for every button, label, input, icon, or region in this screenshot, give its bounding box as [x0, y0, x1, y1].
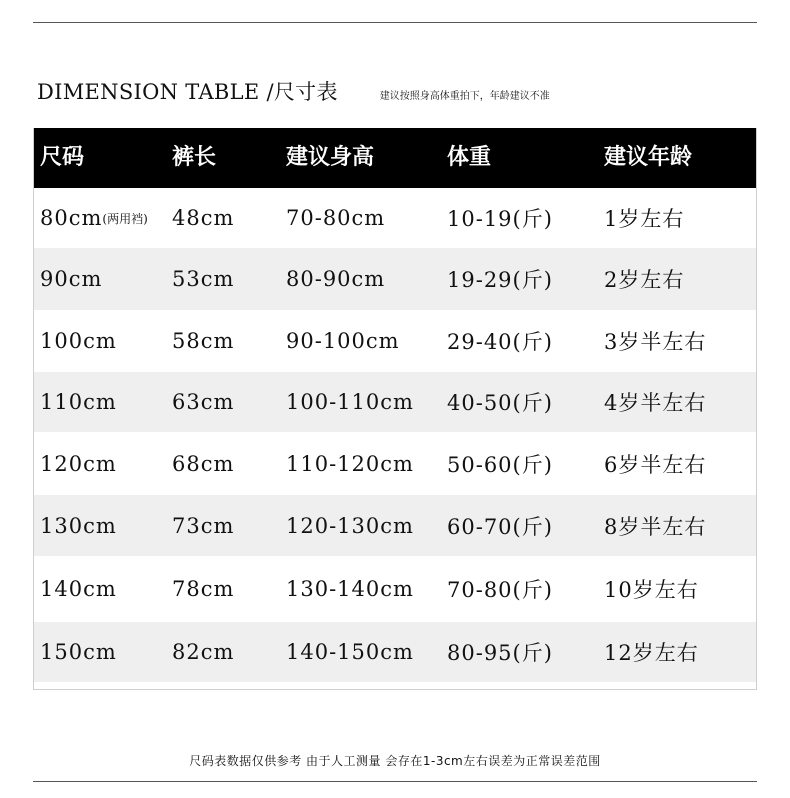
table-header: [34, 128, 756, 188]
cell-age: 6岁半左右: [604, 452, 707, 477]
cell-length: 63cm: [172, 390, 235, 414]
cell-length: 82cm: [172, 640, 235, 664]
cell-size: [40, 188, 148, 248]
footer-disclaimer: 尺码表数据仅供参考 由于人工测量 会存在1-3cm左右误差为正常误差范围: [189, 754, 601, 768]
table-row: [34, 372, 756, 432]
table-row: [34, 248, 756, 310]
table-row: [34, 432, 756, 495]
cell-size: 120cm: [40, 451, 117, 476]
header-height: 建议身高: [286, 145, 375, 170]
cell-size: 110cm: [40, 390, 117, 414]
header-age: 建议年龄: [604, 145, 693, 170]
cell-size: 150cm: [40, 640, 117, 664]
cell-weight: 29-40(斤): [447, 330, 553, 354]
cell-age: 4岁半左右: [604, 391, 707, 415]
cell-height: 110-120cm: [286, 451, 414, 476]
heading-note: 建议按照身高体重拍下，年龄建议不准: [379, 91, 550, 102]
header-length: 裤长: [172, 145, 217, 170]
cell-weight: 70-80(斤): [447, 578, 553, 602]
cell-weight: 40-50(斤): [447, 391, 553, 415]
cell-age: 10岁左右: [604, 578, 699, 602]
cell-size: 90cm: [40, 267, 103, 291]
cell-length: 78cm: [172, 577, 235, 601]
cell-length: 73cm: [172, 513, 235, 538]
cell-age: 3岁半左右: [604, 330, 707, 354]
cell-weight: 50-60(斤): [447, 452, 553, 477]
heading: [37, 76, 550, 106]
cell-height: 70-80cm: [286, 206, 386, 230]
cell-length: 68cm: [172, 451, 235, 476]
cell-weight: 80-95(斤): [447, 641, 553, 665]
table-row: [34, 622, 756, 682]
cell-size: 140cm: [40, 577, 117, 601]
table-row: [34, 188, 756, 248]
cell-weight: 60-70(斤): [447, 514, 553, 539]
cell-age: 2岁左右: [604, 268, 685, 292]
cell-weight: 19-29(斤): [447, 268, 553, 292]
size-note: (两用裆): [102, 211, 148, 226]
cell-age: 8岁半左右: [604, 514, 707, 539]
size-value: 80cm: [40, 206, 103, 230]
cell-length: 58cm: [172, 329, 235, 353]
cell-height: 90-100cm: [286, 329, 400, 353]
cell-size: 130cm: [40, 513, 117, 538]
top-rule: [33, 22, 757, 23]
cell-height: 80-90cm: [286, 267, 386, 291]
table-row: [34, 310, 756, 372]
cell-height: 130-140cm: [286, 577, 414, 601]
table-row: [34, 495, 756, 556]
cell-age: 1岁左右: [604, 207, 685, 231]
cell-size: 100cm: [40, 329, 117, 353]
cell-age: 12岁左右: [604, 641, 699, 665]
bottom-rule: [33, 781, 757, 782]
page-title: DIMENSION TABLE /尺寸表: [37, 80, 338, 104]
table-row: [34, 556, 756, 622]
cell-height: 140-150cm: [286, 640, 414, 664]
cell-length: 48cm: [172, 206, 235, 230]
cell-height: 100-110cm: [286, 390, 414, 414]
cell-length: 53cm: [172, 267, 235, 291]
cell-weight: 10-19(斤): [447, 207, 553, 231]
size-table: [33, 128, 757, 690]
cell-height: 120-130cm: [286, 513, 414, 538]
header-size: 尺码: [40, 145, 85, 170]
header-weight: 体重: [447, 145, 492, 170]
